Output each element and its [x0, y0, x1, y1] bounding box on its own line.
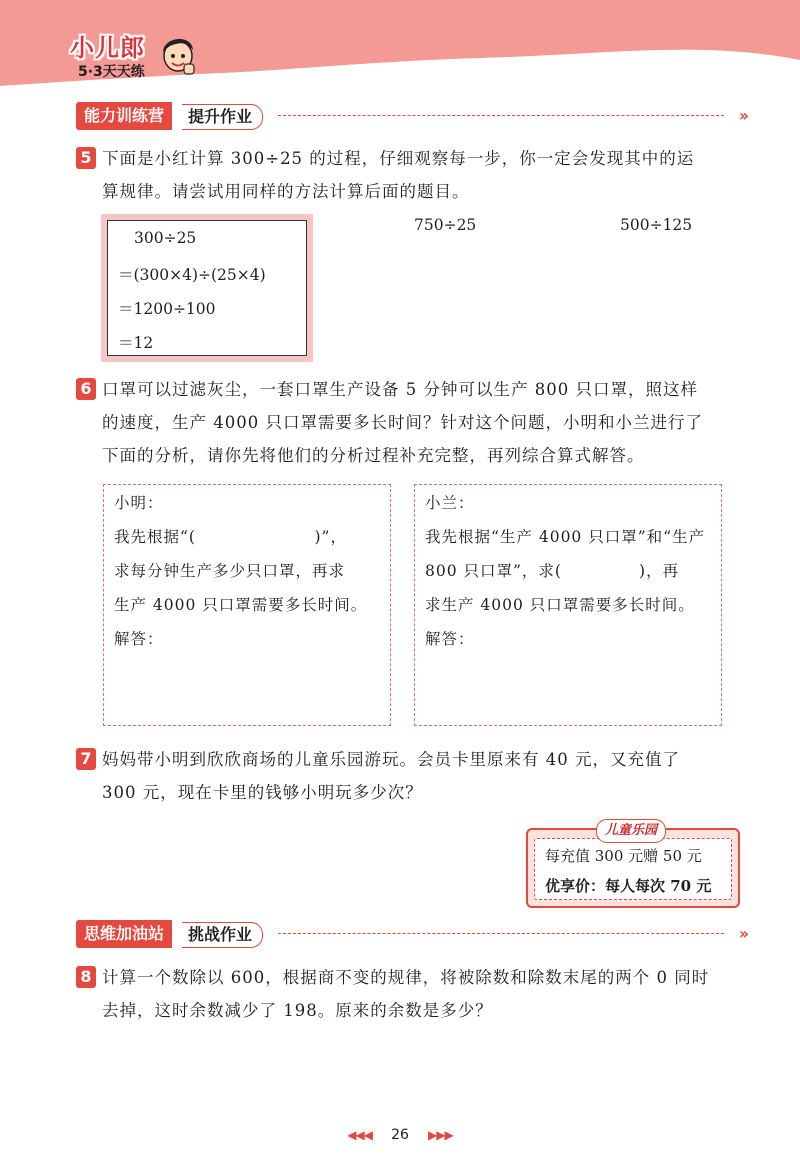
question-line: 的速度，生产 4000 只口罩需要多长时间？针对这个问题，小明和小兰进行了 [102, 413, 703, 432]
analysis-line: 我先根据“( )”， [114, 528, 347, 546]
section-header-ability [76, 102, 746, 130]
calc-line: ＝(300×4)÷(25×4) [118, 266, 266, 284]
question-line: 300 元，现在卡里的钱够小明玩多少次？ [102, 783, 423, 802]
question-number: 6 [76, 378, 96, 400]
question-line: 去掉，这时余数减少了 198。原来的余数是多少？ [102, 1001, 493, 1020]
xiaolan-analysis-box[interactable] [414, 484, 722, 726]
analysis-line: 求生产 4000 只口罩需要多长时间。 [425, 596, 695, 614]
question-8-text [102, 961, 709, 1027]
example-calculation-box [101, 214, 313, 362]
speaker-label: 小兰： [425, 494, 475, 512]
page-footer [0, 1124, 800, 1143]
recharge-offer: 每充值 300 元赠 50 元 [545, 847, 702, 865]
section-tag: 能力训练营 [76, 102, 172, 130]
question-5-text [102, 142, 694, 208]
section-divider [278, 933, 724, 934]
exercise-expression: 750÷25 [414, 216, 477, 234]
question-line: 计算一个数除以 600，根据商不变的规律，将被除数和除数末尾的两个 0 同时 [102, 968, 710, 987]
calc-line: 300÷25 [134, 229, 197, 247]
calc-line: ＝12 [118, 334, 154, 352]
question-number: 8 [76, 966, 96, 988]
section-header-thinking [76, 920, 746, 948]
triple-right-arrow-icon: ▶▶▶ [428, 1128, 453, 1142]
price-per-play: 优享价：每人每次 70 元 [545, 877, 712, 895]
speaker-label: 小明： [114, 494, 164, 512]
double-chevron-icon: ›› [738, 924, 746, 943]
question-6-text [102, 373, 703, 472]
question-line: 口罩可以过滤灰尘，一套口罩生产设备 5 分钟可以生产 800 只口罩，照这样 [102, 380, 698, 399]
double-chevron-icon: ›› [738, 106, 746, 125]
analysis-line: 我先根据“生产 4000 只口罩”和“生产 [425, 528, 706, 546]
analysis-line: 生产 4000 只口罩需要多长时间。 [114, 596, 368, 614]
calc-line: ＝1200÷100 [118, 300, 216, 318]
question-line: 下面的分析，请你先将他们的分析过程补充完整，再列综合算式解答。 [102, 446, 645, 465]
question-7-text [102, 743, 680, 809]
analysis-line: 800 只口罩”，求( )，再 [425, 562, 680, 580]
question-line: 下面是小红计算 300÷25 的过程，仔细观察每一步，你一定会发现其中的运 [102, 149, 695, 168]
answer-label: 解答： [425, 630, 475, 648]
xiaoming-analysis-box[interactable] [103, 484, 391, 726]
section-tag: 思维加油站 [76, 920, 172, 948]
triple-left-arrow-icon: ◀◀◀ [347, 1128, 372, 1142]
series-text: 5·3天天练 [78, 64, 145, 80]
section-subtitle: 挑战作业 [182, 922, 263, 948]
question-number: 5 [76, 147, 96, 169]
section-subtitle: 提升作业 [182, 104, 263, 130]
card-title: 儿童乐园 [596, 819, 666, 843]
question-line: 妈妈带小明到欣欣商场的儿童乐园游玩。会员卡里原来有 40 元，又充值了 [102, 750, 680, 769]
playground-price-card [526, 823, 740, 908]
exercise-expression: 500÷125 [620, 216, 693, 234]
answer-label: 解答： [114, 630, 164, 648]
section-divider [278, 115, 724, 116]
page-number: 26 [391, 1127, 409, 1143]
logo-text: 小儿郎 [70, 34, 145, 62]
question-number: 7 [76, 748, 96, 770]
analysis-line: 求每分钟生产多少只口罩，再求 [114, 562, 346, 580]
brand-logo [70, 28, 145, 81]
mascot-boy-icon [158, 30, 198, 78]
question-line: 算规律。请尝试用同样的方法计算后面的题目。 [102, 182, 470, 201]
